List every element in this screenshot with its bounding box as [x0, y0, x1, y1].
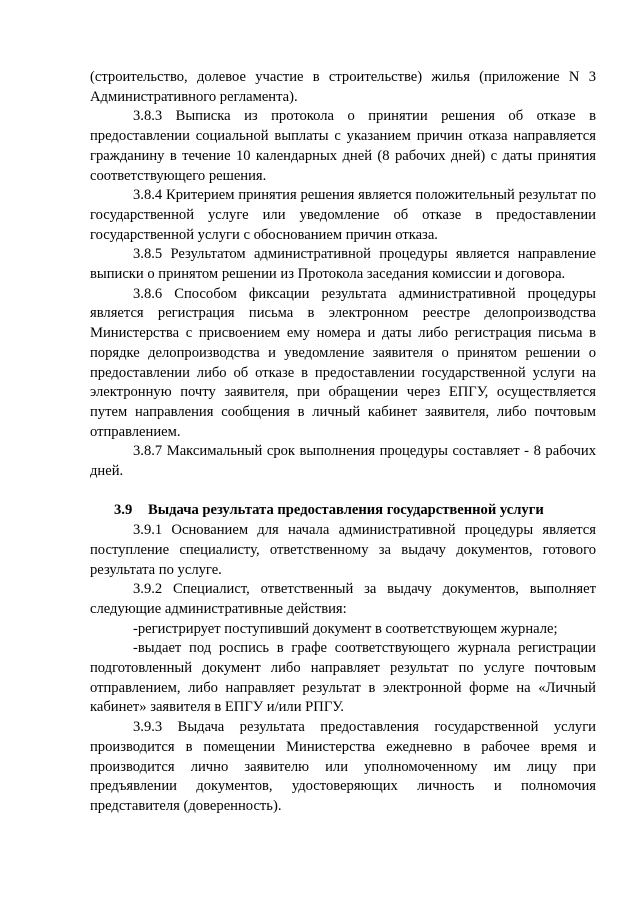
paragraph-3-8-7: 3.8.7 Максимальный срок выполнения процедуры составляет - 8 рабочих дней. [90, 443, 596, 480]
paragraph-3-9-3: 3.9.3 Выдача результата предоставления государственной услуги производится в помещении Министерства ежедневно в рабочее время и производится лично заявителю или уполномоченному им лицу при предъявлении документов, удостоверяющих личность и полномочия представителя (доверенность). [90, 719, 596, 814]
section-heading-3-9 [90, 501, 596, 521]
paragraph-3-9-1: 3.9.1 Основанием для начала административной процедуры является поступление специалисту, ответственному за выдачу документов, готового результата по услуге. [90, 522, 596, 578]
list-item-register: -регистрирует поступивший документ в соответствующем журнале; [133, 620, 558, 637]
section-title: Выдача результата предоставления государственной услуги [148, 502, 544, 519]
paragraph-3-8-6: 3.8.6 Способом фиксации результата административной процедуры является регистрация письма в электронном реестре делопроизводства Министерства с присвоением ему номера и даты либо регистрация письма в порядке делопроизводства и уведомление заявителя о принятом решении о предоставлении либо об отказе в предоставлении государственной услуги на электронную почту заявителя, при обращении через ЕПГУ, осуществляется путем направления сообщения в личный кабинет заявителя, либо почтовым отправлением. [90, 285, 596, 440]
document-body [90, 68, 596, 817]
section-number: 3.9 [114, 502, 133, 519]
paragraph-3-8-5: 3.8.5 Результатом административной процедуры является направление выписки о принятом решении из Протокола заседания комиссии и договора. [90, 246, 596, 283]
list-item-issue: -выдает под роспись в графе соответствующего журнала регистрации подготовленный документ либо направляет результат по услуге почтовым отправлением, либо направляет результат в электронной форме на «Личный кабинет» заявителя в ЕПГУ и/или РПГУ. [90, 640, 596, 716]
paragraph-3-8-3: 3.8.3 Выписка из протокола о принятии решения об отказе в предоставлении социальной выплаты с указанием причин отказа направляется гражданину в течение 10 календарных дней (8 рабочих дней) с даты принятия соответствующего решения. [90, 108, 596, 184]
paragraph-3-8-4: 3.8.4 Критерием принятия решения является положительный результат по государственной услуге или уведомление об отказе в предоставлении государственной услуги с обоснованием причин отказа. [90, 187, 596, 243]
paragraph-3-9-2: 3.9.2 Специалист, ответственный за выдачу документов, выполняет следующие административные действия: [90, 581, 596, 617]
paragraph-continuation: (строительство, долевое участие в строительстве) жилья (приложение N 3 Административного регламента). [90, 69, 596, 105]
